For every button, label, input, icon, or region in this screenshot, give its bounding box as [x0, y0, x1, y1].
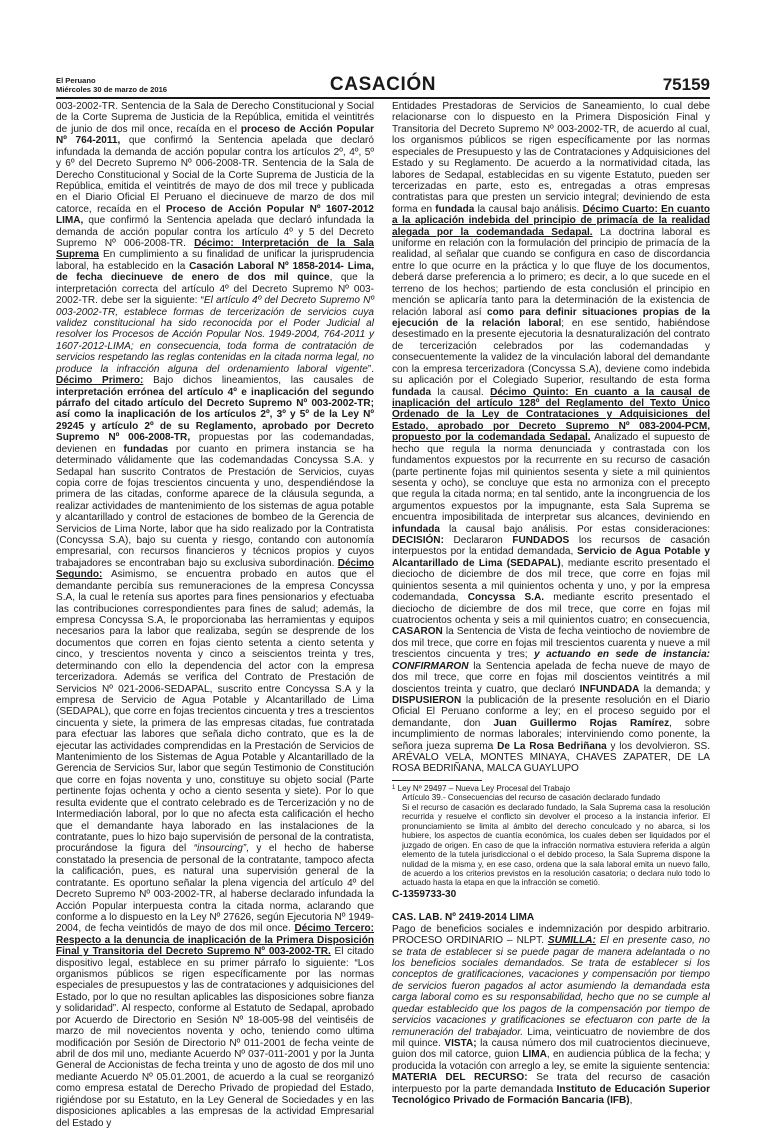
- page-number: 75159: [662, 75, 710, 94]
- footnote-law: Ley Nº 29497 – Nueva Ley Procesal del Trabajo: [397, 783, 571, 793]
- section-title: CASACIÓN: [329, 74, 437, 95]
- publication-name: El Peruano: [56, 76, 96, 85]
- body-text: Entidades Prestadoras de Servicios de Saneamiento, lo cual debe relacionarse con lo dispuesto en la Primera Disposición Final y Transitoria del Decreto Supremo Nº 003-2002-TR, de acuerdo al cual, los organismos públicos se rigen específicamente por las normas especiales de Presupuesto y las de Contrataciones y Adquisiciones del Estado y su Reglamento. De acuerdo a la normatividad citada, las labores de Sedapal, establecidas en su vigente Estatuto, pueden ser tercerizadas en parte, esto es, entregadas a otras empresas contratistas para que presten un servicio integral; deviniendo de esta forma en fundada la causal bajo análisis. Décimo Cuarto: En cuanto a la aplicación indebida del principio de primacía de la realidad alegada por la codemandada Sedapal. La doctrina laboral es uniforme en relación con la formulación del principio de primacía de la realidad, al señalar que cuando se configura en caso de discordancia entre lo que ocurre en la práctica y lo que fluye de los documentos, deberá darse preferencia a lo primero; es decir, a lo que sucede en el terreno de los hechos; partiendo de esta conclusión el principio en mención se aplicaría tanto para la determinación de la existencia de relación laboral así como para definir situaciones propias de la ejecución de la relación laboral; en ese sentido, habiéndose desestimado en la presente ejecutoria la desnaturalización del contrato de tercerización celebrados por las codemandadas y consecuentemente la validez de la vinculación laboral del demandante con la empresa tercerizadora (Concyssa S.A), deviene como indebida su aplicación por el Colegiado Superior, resultando de esta forma fundada la causal. Décimo Quinto: En cuanto a la causal de inaplicación del artículo 128º del Reglamento del Texto Único Ordenado de la Ley de Contrataciones y Adquisiciones del Estado, aprobado por Decreto Supremo Nº 083-2004-PCM, propuesto por la codemandada Sedapal. Analizado el supuesto de hecho que regula la norma denunciada y contrastada con los fundamentos expuestos por la recurrente en su recurso de casación (parte pertinente fojas mil quinientos sesenta y siete a mil quinientos sesenta y ocho), se concluye que esta no armoniza con el precepto que regula la citada norma; en tal sentido, ante la incongruencia de los argumentos expuestos por la impugnante, esta Sala Suprema se encuentra imposibilitada de interpretar sus alcances, deviniendo en infundada la causal bajo análisis. Por estas consideraciones: DECISIÓN: Declararon FUNDADOS los recursos de casación interpuestos por la entidad demandada, Servicio de Agua Potable y Alcantarillado de Lima (SEDAPAL), mediante escrito presentado el dieciocho de diciembre de dos mil trece, que corre en fojas mil quinientos sesenta a mil quinientos ochenta y uno, y por la empresa codemandada, Concyssa S.A. mediante escrito presentado el dieciocho de diciembre de dos mil trece, que corre en fojas mil cuatrocientos ochenta y seis a mil quinientos cuatro; en consecuencia, CASARON la Sentencia de Vista de fecha veintiocho de noviembre de dos mil trece, que corre en fojas mil trescientos cuarenta y nueve a mil trescientos cincuenta y tres; y actuando en sede de instancia: CONFIRMARON la Sentencia apelada de fecha nueve de mayo de dos mil trece, que corre en fojas mil doscientos veintitrés a mil doscientos treinta y cuatro, que declaró INFUNDADA la demanda; y DISPUSIERON la publicación de la presente resolución en el Diario Oficial El Peruano conforme a ley; en el proceso seguido por el demandante, don Juan Guillermo Rojas Ramírez, sobre incumplimiento de normas laborales; interviniendo como ponente, la señora jueza suprema De La Rosa Bedriñana y los devolvieron. SS. ARÉVALO VELA, MONTES MINAYA, CHAVES ZAPATER, DE LA ROSA BEDRIÑANA, MALCA GUAYLUPO: [392, 101, 711, 775]
- right-column: [392, 101, 711, 1107]
- footnote-body: Si el recurso de casación es declarado fundado, la Sala Suprema casa la resolución recurrida y resuelve el conflicto sin devolver el proceso a la instancia inferior. El pronunciamiento se limita al ámbito del derecho conculcado y no abarca, si los hubiere, los aspectos de cuantía económica, los cuales deben ser liquidados por el juzgado de origen. En caso de que la infracción normativa estuviera referida a algún elemento de la tutela jurisdiccional o el debido proceso, la Sala Suprema dispone la nulidad de la misma y, en ese caso, ordena que la sala laboral emita un nuevo fallo, de acuerdo a los criterios previstos en la resolución casatoria; o declara nulo todo lo actuado hasta la etapa en que la infracción se cometió.: [402, 802, 710, 888]
- case-code: C-1359733-30: [392, 888, 457, 900]
- header-rule: [56, 97, 710, 99]
- footnote-rule: [392, 780, 482, 781]
- left-column: [56, 101, 374, 1129]
- page-header: [56, 72, 710, 100]
- footnote-article: Artículo 39.- Consecuencias del recurso de casación declarado fundado: [402, 793, 661, 803]
- publication-date: Miércoles 30 de marzo de 2016: [56, 85, 168, 94]
- body-text: Pago de beneficios sociales e indemnización por despido arbitrario. PROCESO ORDINARIO – NLPT. SUMILLA: El en presente caso, no se trata de establecer si se puede pagar de manera adelantada o no los beneficios sociales demandados. Se trata de establecer si los conceptos de gratificaciones, vacaciones y compensación por tiempo de servicios fueron pagados al actor asumiendo la demandada esta carga laboral como es su responsabilidad, hecho que no se cumple al quedar establecido que los pagos de la compensación por tiempo de servicios vacaciones y gratificaciones se efectuaron con parte de la remuneración del trabajador. Lima, veinticuatro de noviembre de dos mil quince. VISTA; la causa número dos mil cuatrocientos diecinueve, guion dos mil catorce, guion LIMA, en audiencia pública de la fecha; y producida la votación con arreglo a ley, se emite la siguiente sentencia: MATERIA DEL RECURSO: Se trata del recurso de casación interpuesto por la parte demandada Instituto de Educación Superior Tecnológico Privado de Formación Bancaria (IFB),: [392, 923, 711, 1107]
- case-title: CAS. LAB. Nº 2419-2014 LIMA: [392, 912, 535, 924]
- body-text: 003-2002-TR. Sentencia de la Sala de Derecho Constitucional y Social de la Corte Suprema de Justicia de la República, emitida el veintitrés de junio de dos mil once, recaída en el proceso de Acción Popular Nº 764-2011, que confirmó la Sentencia apelada que declaró infundada la demanda de acción popular contra los artículos 2º, 4º, 5º y 6º del Decreto Supremo Nº 006-2008-TR. Sentencia de la Sala de Derecho Constitucional y Social de la Corte Suprema de Justicia de la República, emitida el veintitrés de mayo de dos mil trece y publicada en el Diario Oficial El Peruano el diecinueve de marzo de dos mil catorce, recaída en el Proceso de Acción Popular Nº 1607-2012 LIMA, que confirmó la Sentencia apelada que declaró infundada la demanda de acción popular contra los artículo 4º y 5 del Decreto Supremo Nº 006-2008-TR. Décimo: Interpretación de la Sala Suprema En cumplimiento a su finalidad de unificar la jurisprudencia laboral, ha establecido en la Casación Laboral Nº 1858-2014- Lima, de fecha diecinueve de enero de dos mil quince, que la interpretación correcta del artículo 4º del Decreto Supremo Nº 003-2002-TR. debe ser la siguiente: “El artículo 4º del Decreto Supremo Nº 003-2002-TR, establece formas de tercerización de servicios cuya validez constitucional ha sido reconocida por el Poder Judicial al resolver los Procesos de Acción Popular Nos. 1949-2004, 764-2011 y 1607-2012-LIMA; en consecuencia, toda forma de contratación de servicios respetando las reglas contenidas en la citada norma legal, no produce la infracción alguna del ordenamiento laboral vigente”. Décimo Primero: Bajo dichos lineamientos, las causales de interpretación errónea del artículo 4º e inaplicación del segundo párrafo del citado artículo del Decreto Supremo Nº 003-2002-TR; así como la inaplicación de los artículos 2º, 3º y 5º de la Ley Nº 29245 y artículo 2º de su Reglamento, aprobado por Decreto Supremo Nº 006-2008-TR, propuestas por las codemandadas, devienen en fundadas por cuanto en primera instancia se ha determinado válidamente que las codemandadas Concyssa S.A. y Sedapal han suscrito Contratos de Prestación de Servicios, cuyas copia corre de fojas trescientos cincuenta y uno, despendiéndose la primera de las citadas, conforme aparece de la cláusula segunda, a realizar actividades de mantenimiento de los sistemas de agua potable y alcantarillado y control de estaciones de bombeo de la Gerencia de Servicios de Lima Norte, labor que ha sido realizado por la Contratista (Concyssa S.A), bajo su cuenta y riesgo, contando con autonomía empresarial, con recursos financieros y técnicos propios y cuyos trabajadores se encontraban bajo su exclusiva subordinación. Décimo Segundo: Asimismo, se encuentra probado en autos que el demandante percibía sus remuneraciones de la empresa Concyssa S.A, la cual le retenía sus aportes para fines pensionarios y efectuaba las contribuciones correspondientes para fines de salud; además, la empresa Concyssa S.A, le proporcionaba las herramientas y equipos necesarios para la labor que realizaba, según se desprende de los documentos que corren en fojas ciento setenta a ciento setenta y cinco, y trescientos noventa y cinco a seiscientos treinta y tres, determinando con ello la dependencia del actor con la empresa tercerizadora. Además se verifica del Contrato de Prestación de Servicios Nº 021-2006-SEDAPAL, suscrito entre Concyssa S.A y la empresa de Servicio de Agua Potable y Alcantarillado de Lima (SEDAPAL), que corre en fojas trecientos cincuenta y tres a trescientos cincuenta y siete, la primera de las empresas citadas, fue contratada para efectuar las labores que señala dicho contrato, que es la de ejecutar las actividades comprendidas en la Prestación de Servicios de Mantenimiento de los Sistemas de Agua Potable y Alcantarillado de la Gerencia de Servicios Sur, labor que según Testimonio de Constitución que corre en fojas noventa y uno, constituye su objeto social (Parte pertinente fojas ochenta y ocho a ciento sesenta y siete). Por lo que resulta evidente que el contrato celebrado es de Tercerización y no de Intermediación laboral, por lo que no afecta esta calificación el hecho que el demandante haya laborado en las instalaciones de la contratante, pues lo hizo bajo supervisión de personal de la contratista, procurándose la figura del “insourcing”, y el hecho de haberse constatado la presencia de personal de la contratante, tampoco afecta la calificación, pues, es natural una supervisión general de la contratante. Es oportuno señalar la plena vigencia del artículo 4º del Decreto Supremo Nº 003-2002-TR, al haberse declarado infundada la Acción Popular interpuesta contra la citada norma, aclarando que conforme a lo dispuesto en la Ley Nº 27626, según Ejecutoria Nº 1949-2004, de fecha veintidós de mayo de dos mil once. Décimo Tercero: Respecto a la denuncia de inaplicación de la Primera Disposición Final y Transitoria del Decreto Supremo Nº 003-2002-TR. El citado dispositivo legal, establece en su primer párrafo lo siguiente: “Los organismos públicos se rigen específicamente por las normas especiales de presupuestos y las de contrataciones y adquisiciones del Estado, por lo que no resultan aplicables las disposiciones sobre fianza y solidaridad”. Al respecto, conforme al Estatuto de Sedapal, aprobado por Acuerdo de Directorio en Sesión Nº 18-005-98 del veintiséis de marzo de mil novecientos noventa y ocho, teniendo como ultima modificación por Sesión de Directorio Nº 011-2001 de fecha veinte de abril de dos mil uno, mediante Acuerdo Nº 037-011-2001 y por la Junta General de Accionistas de fecha treinta y uno de agosto de dos mil uno mediante Acuerdo Nº 05.01.2001, de acuerdo a la cual se reorganizó como empresa estatal de Derecho Privado de propiedad del Estado, rigiéndose por su Estatuto, en la Ley General de Sociedades y en las disposiciones aplicables a las empresas de la actividad Empresarial del Estado y: [56, 101, 374, 1129]
- footnote-mark: 1: [392, 784, 396, 791]
- footnote: [392, 784, 710, 888]
